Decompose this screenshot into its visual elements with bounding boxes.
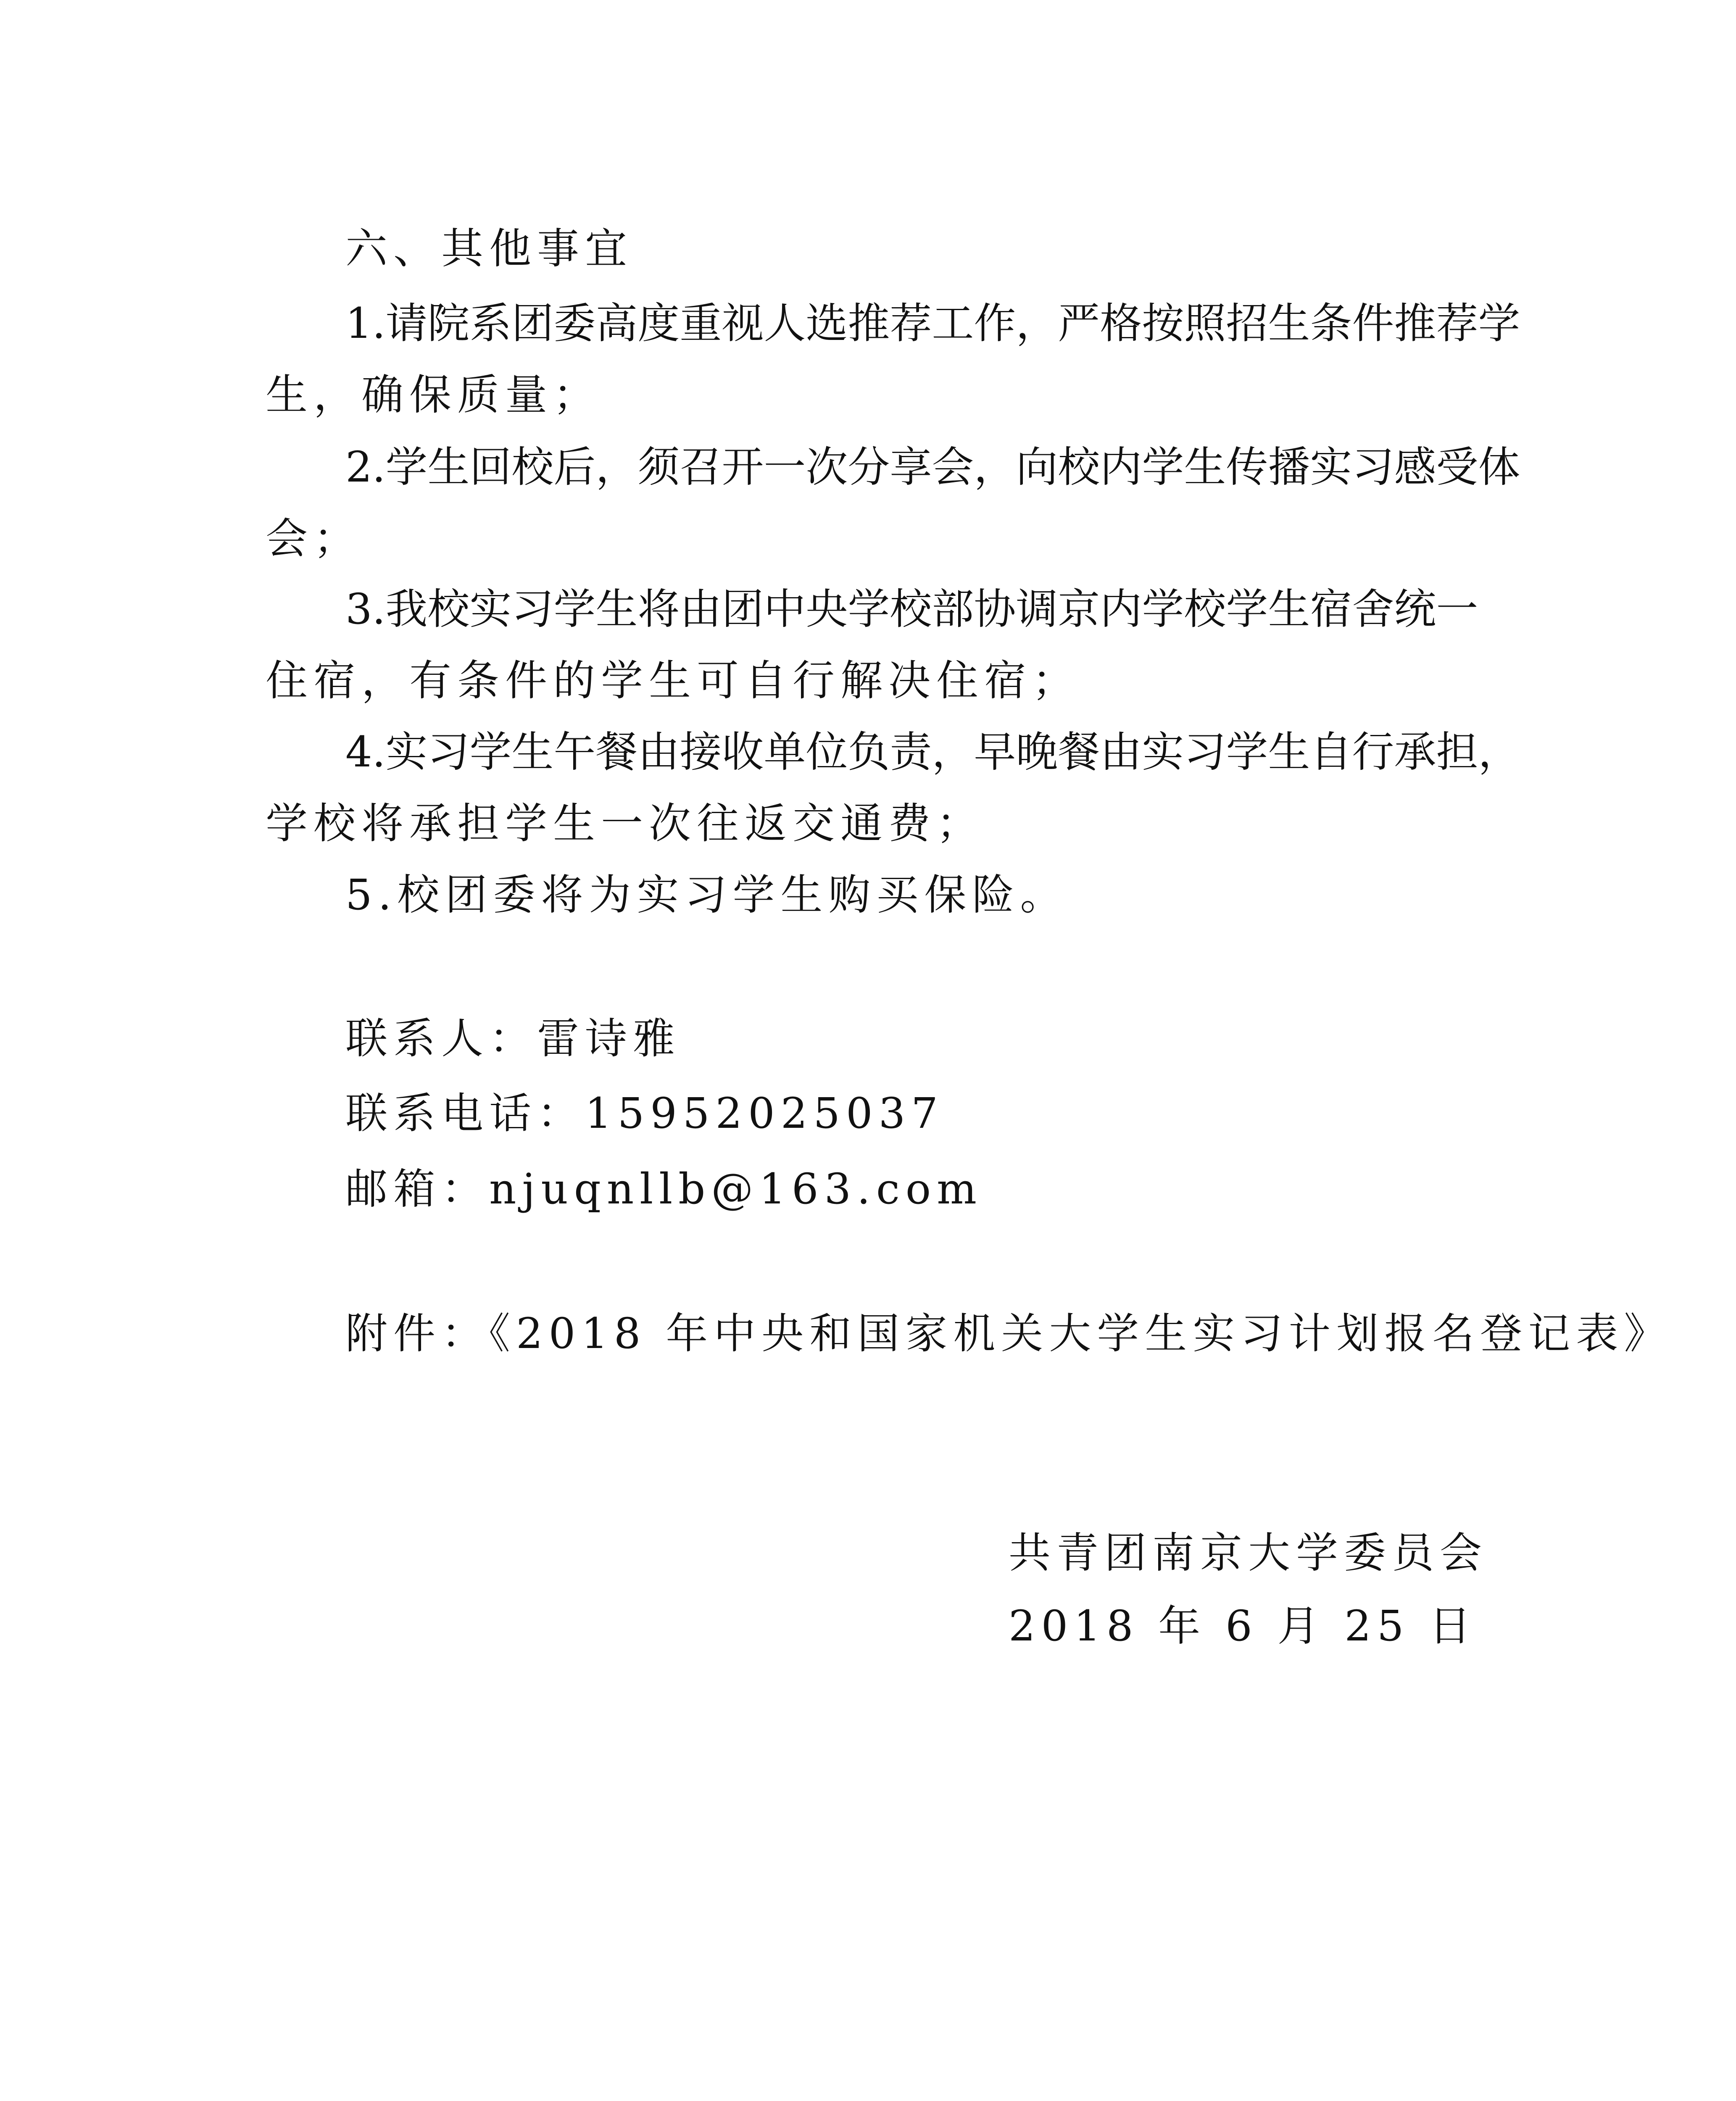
section-heading: 六、其他事宜 [345, 224, 633, 273]
contact-email: 邮箱：njuqnllb@163.com [345, 1164, 983, 1214]
item-3-line-1: 3.我校实习学生将由团中央学校部协调京内学校学生宿舍统一 [345, 584, 1478, 634]
item-1-line-1: 1.请院系团委高度重视人选推荐工作，严格按照招生条件推荐学 [345, 299, 1520, 348]
signature-date: 2018 年 6 月 25 日 [1009, 1601, 1477, 1651]
contact-phone: 联系电话：15952025037 [345, 1089, 944, 1138]
item-4-line-1: 4.实习学生午餐由接收单位负责，早晚餐由实习学生自行承担， [345, 727, 1520, 777]
item-2-line-2: 会； [266, 514, 361, 563]
item-2-line-1: 2.学生回校后，须召开一次分享会，向校内学生传播实习感受体 [345, 442, 1520, 492]
signature-organization: 共青团南京大学委员会 [1009, 1528, 1488, 1577]
item-1-line-2: 生，确保质量； [266, 370, 601, 419]
item-5-line-1: 5.校团委将为实习学生购买保险。 [345, 870, 1068, 919]
item-4-line-2: 学校将承担学生一次往返交通费； [266, 799, 984, 848]
attachment-note: 附件：《2018 年中央和国家机关大学生实习计划报名登记表》 [345, 1309, 1672, 1358]
item-3-line-2: 住宿，有条件的学生可自行解决住宿； [266, 656, 1080, 705]
contact-person: 联系人：雷诗雅 [345, 1014, 681, 1063]
